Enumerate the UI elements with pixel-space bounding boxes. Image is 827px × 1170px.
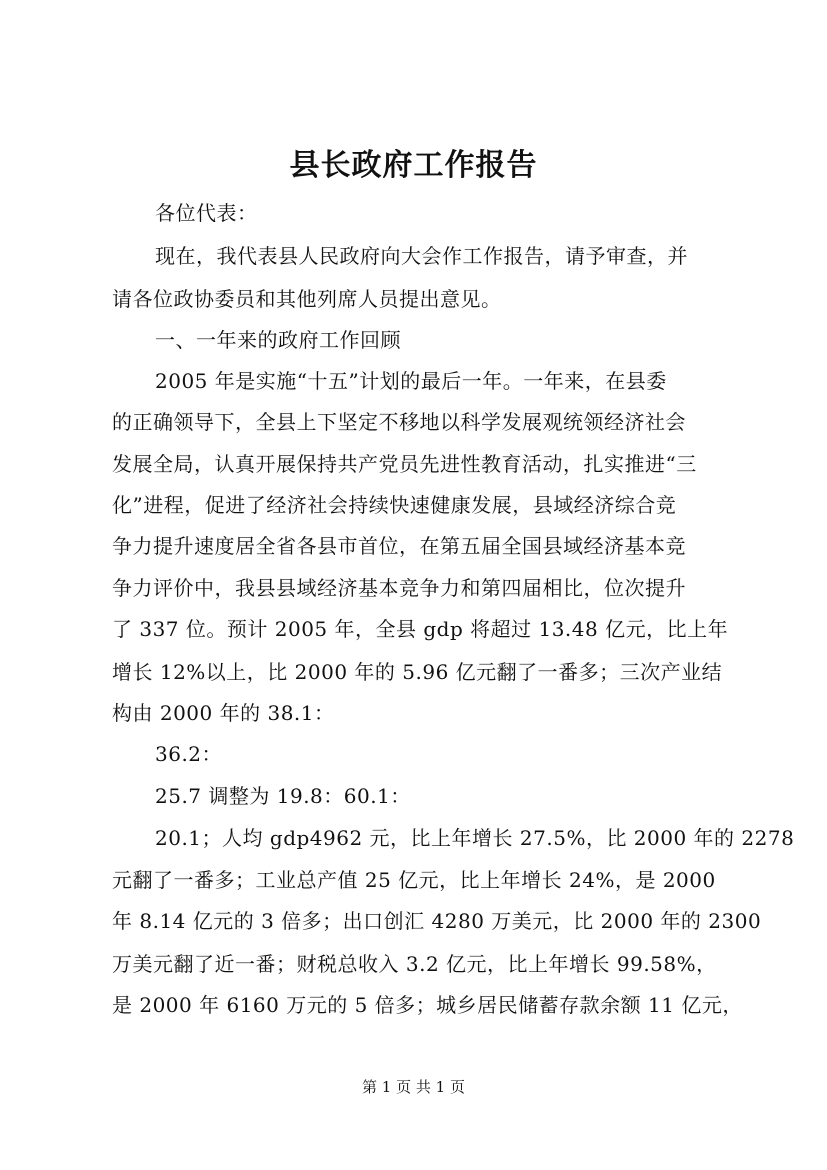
paragraph-line: 的正确领导下，全县上下坚定不移地以科学发展观统领经济社会 <box>112 410 686 434</box>
paragraph-line: 年 8.14 亿元的 3 倍多；出口创汇 4280 万美元，比 2000 年的 2300 <box>112 909 762 933</box>
paragraph-line: 争力提升速度居全省各县市首位，在第五届全国县域经济基本竞 <box>112 534 686 558</box>
paragraph-line: 了 337 位。预计 2005 年，全县 gdp 将超过 13.48 亿元，比上年 <box>112 617 729 641</box>
page-number: 第 1 页 共 1 页 <box>362 1078 465 1096</box>
paragraph-line: 元翻了一番多；工业总产值 25 亿元，比上年增长 24%，是 2000 <box>112 868 716 892</box>
paragraph-line: 化”进程，促进了经济社会持续快速健康发展，县域经济综合竞 <box>112 493 677 517</box>
paragraph-line: 2005 年是实施“十五”计划的最后一年。一年来，在县委 <box>155 369 667 393</box>
paragraph-line: 争力评价中，我县县域经济基本竞争力和第四届相比，位次提升 <box>112 576 686 600</box>
paragraph-line: 36.2： <box>155 742 223 766</box>
paragraph-line: 请各位政协委员和其他列席人员提出意见。 <box>112 287 502 311</box>
section-heading: 一、一年来的政府工作回顾 <box>155 328 401 352</box>
paragraph-line: 20.1；人均 gdp4962 元，比上年增长 27.5%，比 2000 年的 2278 <box>155 826 795 850</box>
paragraph-line: 各位代表： <box>155 201 258 225</box>
paragraph-line: 增长 12%以上，比 2000 年的 5.96 亿元翻了一番多；三次产业结 <box>112 660 723 684</box>
paragraph-line: 发展全局，认真开展保持共产党员先进性教育活动，扎实推进“三 <box>112 452 697 476</box>
paragraph-line: 构由 2000 年的 38.1： <box>112 701 335 725</box>
document-title: 县长政府工作报告 <box>289 148 538 183</box>
paragraph-line: 现在，我代表县人民政府向大会作工作报告，请予审查，并 <box>155 244 688 268</box>
paragraph-line: 25.7 调整为 19.8：60.1： <box>155 784 411 808</box>
paragraph-line: 万美元翻了近一番；财税总收入 3.2 亿元，比上年增长 99.58%， <box>112 952 717 976</box>
paragraph-line: 是 2000 年 6160 万元的 5 倍多；城乡居民储蓄存款余额 11 亿元， <box>112 993 743 1017</box>
